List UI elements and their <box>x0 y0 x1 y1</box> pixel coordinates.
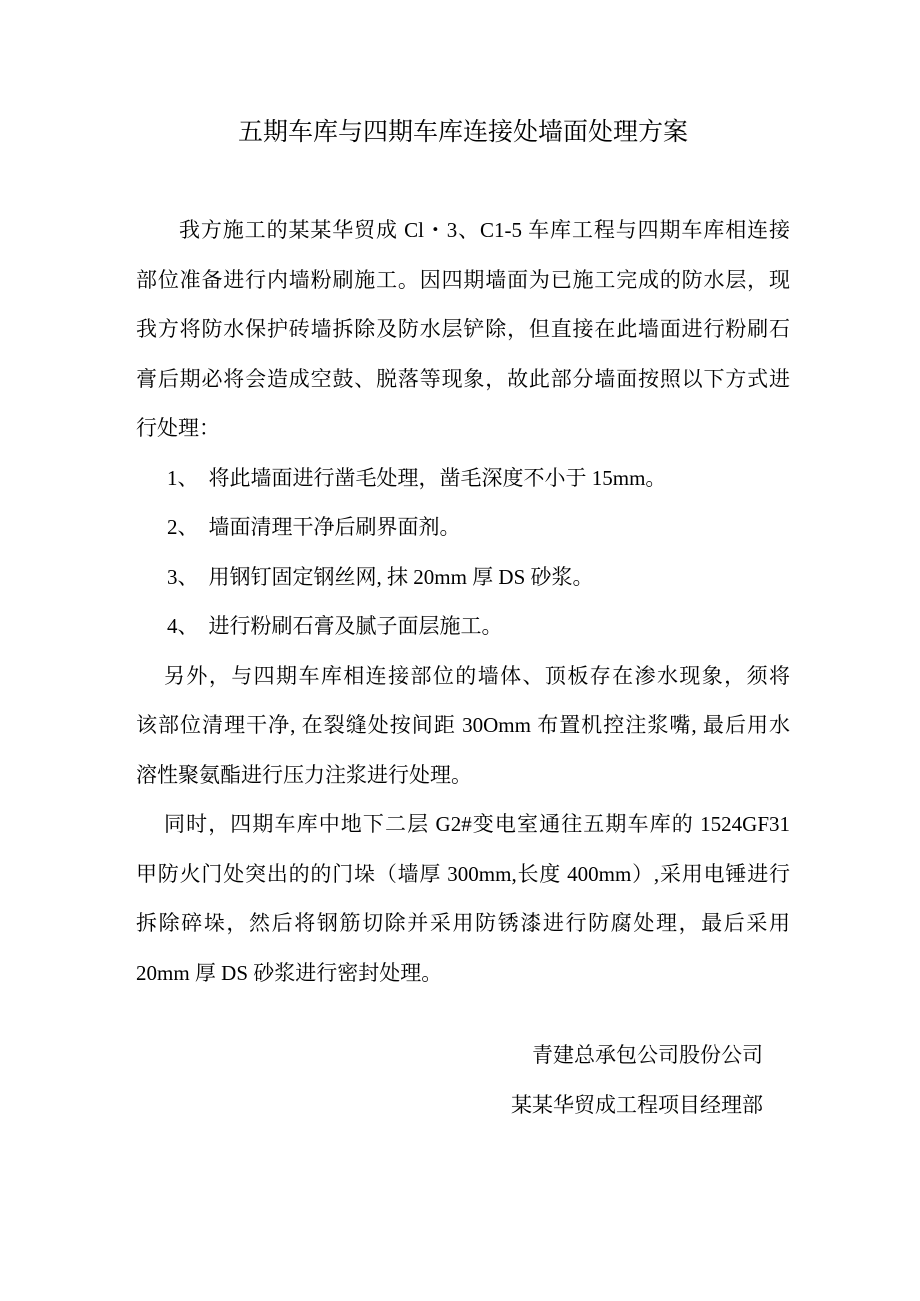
list-item-1 <box>136 454 790 504</box>
signature-block <box>136 1031 790 1130</box>
paragraph-2-line-2: 该部位清理干净, 在裂缝处按间距 30Omm 布置机控注浆嘴, 最后用水 <box>136 713 790 737</box>
paragraph-2 <box>136 652 790 801</box>
paragraph-1-line-4: 膏后期必将会造成空鼓、脱落等现象，故此部分墙面按照以下方式进 <box>136 366 790 391</box>
paragraph-2-line-3: 溶性聚氨酯进行压力注浆进行处理。 <box>136 762 472 787</box>
paragraph-1-line-3: 我方将防水保护砖墙拆除及防水层铲除，但直接在此墙面进行粉刷石 <box>136 317 790 341</box>
signature-department: 某某华贸成工程项目经理部 <box>511 1092 763 1117</box>
paragraph-3-line-2: 甲防火门处突出的的门垛（墙厚 300mm,长度 400mm）,采用电锤进行 <box>136 861 790 886</box>
numbered-list <box>136 454 790 652</box>
paragraph-1-line-1: 我方施工的某某华贸成 Cl・3、C1-5 车库工程与四期车库相连接 <box>179 218 790 242</box>
paragraph-1-line-2: 部位准备进行内墙粉刷施工。因四期墙面为已施工完成的防水层，现 <box>136 267 790 292</box>
paragraph-1 <box>136 206 790 454</box>
paragraph-3-line-4: 20mm 厚 DS 砂浆进行密封处理。 <box>136 960 443 985</box>
list-item-3-text: 用钢钉固定钢丝网, 抹 20mm 厚 DS 砂浆。 <box>208 564 594 589</box>
list-item-4 <box>136 602 790 652</box>
signature-company: 青建总承包公司股份公司 <box>532 1043 763 1067</box>
paragraph-3 <box>136 800 790 998</box>
paragraph-3-line-3: 拆除碎垛，然后将钢筋切除并采用防锈漆进行防腐处理，最后采用 <box>136 911 790 935</box>
list-item-1-text: 将此墙面进行凿毛处理，凿毛深度不小于 15mm。 <box>208 465 667 490</box>
list-item-2-text: 墙面清理干净后刷界面剂。 <box>208 515 461 539</box>
document-title: 五期车库与四期车库连接处墙面处理方案 <box>237 119 688 146</box>
paragraph-1-line-5: 行处理： <box>136 416 220 440</box>
list-item-4-number: 4、 <box>167 614 199 638</box>
list-item-3-number: 3、 <box>167 564 199 589</box>
document-content <box>136 0 790 1130</box>
document-body <box>136 206 790 1130</box>
list-item-2-number: 2、 <box>167 515 199 539</box>
list-item-1-number: 1、 <box>167 465 199 490</box>
list-item-4-text: 进行粉刷石膏及腻子面层施工。 <box>208 614 503 638</box>
list-item-3 <box>136 553 790 603</box>
paragraph-3-line-1: 同时，四期车库中地下二层 G2#变电室通往五期车库的 1524GF31 <box>164 812 790 836</box>
paragraph-2-line-1: 另外，与四期车库相连接部位的墙体、顶板存在渗水现象，须将 <box>164 663 790 688</box>
list-item-2 <box>136 503 790 553</box>
